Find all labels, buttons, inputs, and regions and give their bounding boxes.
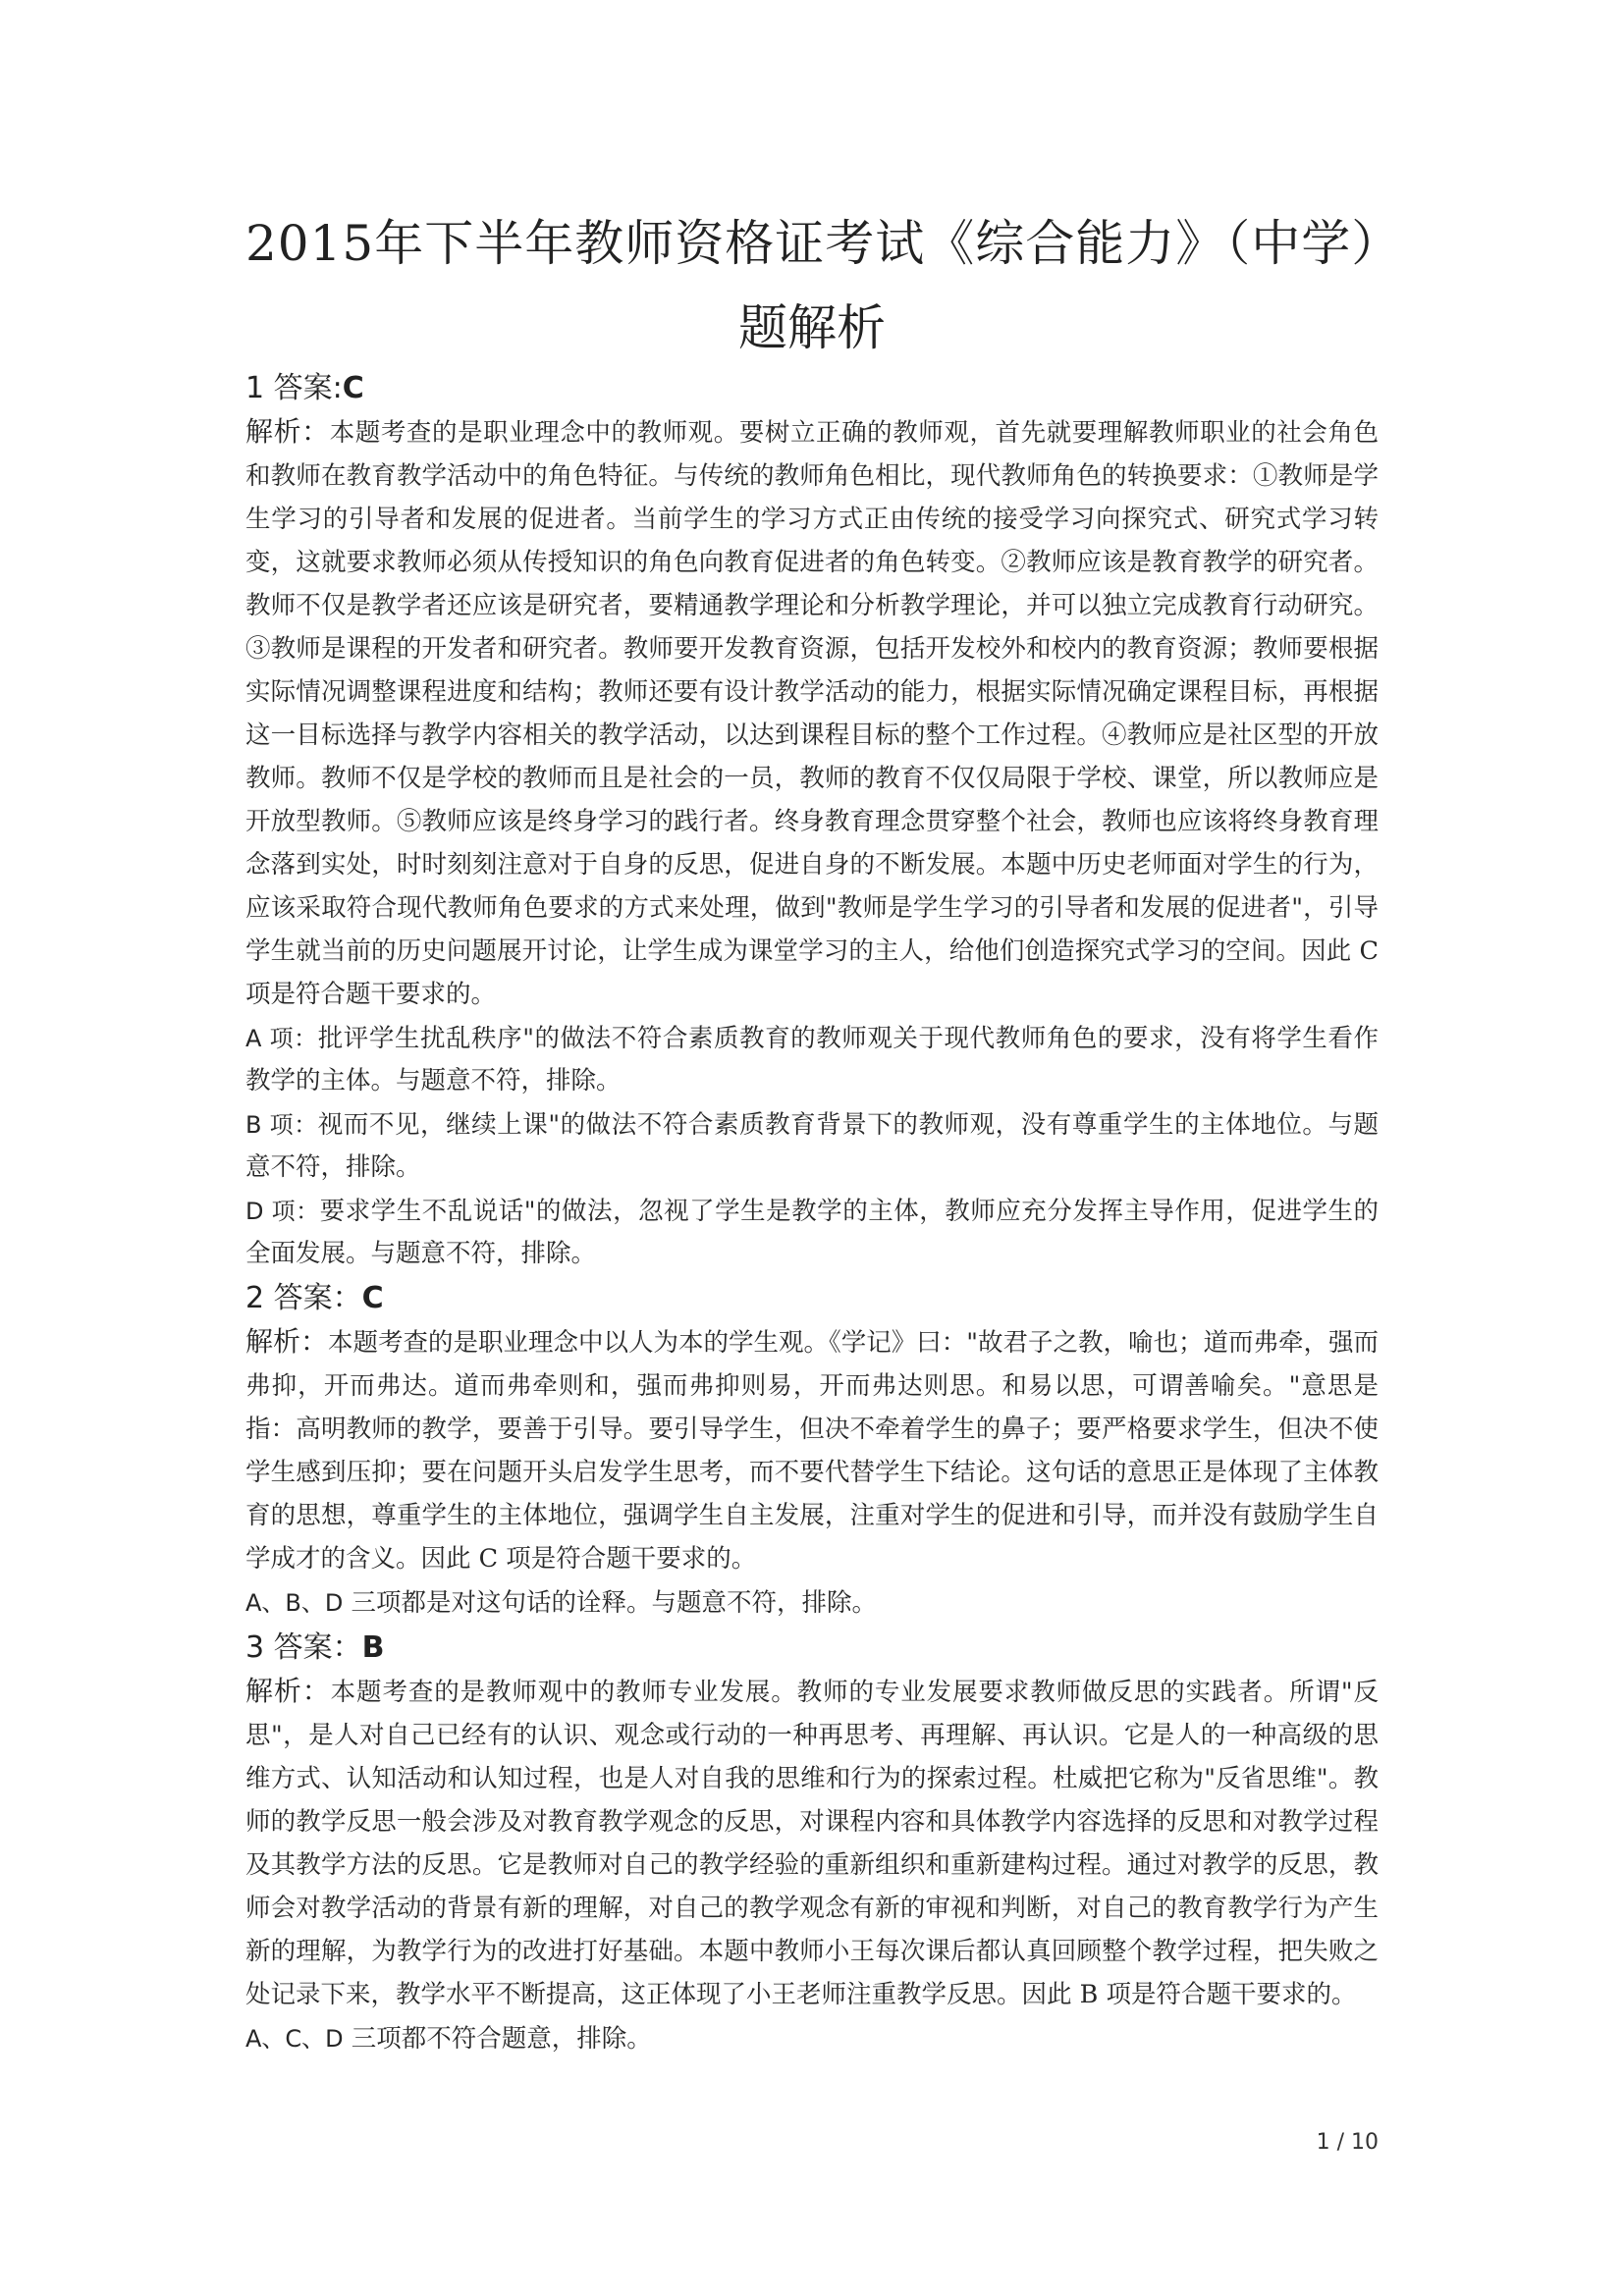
analysis-text: 本题考查的是职业理念中的教师观。要树立正确的教师观，首先就要理解教师职业的社会角色和教师在教育教学活动中的角色特征。与传统的教师角色相比，现代教师角色的转换要求：①教师是学生学习的引导者和发展的促进者。当前学生的学习方式正由传统的接受学习向探究式、研究式学习转变，这就要求教师必须从传授知识的角色向教育促进者的角色转变。②教师应该是教育教学的研究者。教师不仅是教学者还应该是研究者，要精通教学理论和分析教学理论，并可以独立完成教育行动研究。③教师是课程的开发者和研究者。教师要开发教育资源，包括开发校外和校内的教育资源；教师要根据实际情况调整课程进度和结构；教师还要有设计教学活动的能力，根据实际情况确定课程目标，再根据这一目标选择与教学内容相关的教学活动，以达到课程目标的整个工作过程。④教师应是社区型的开放教师。教师不仅是学校的教师而且是社会的一员，教师的教育不仅仅局限于学校、课堂，所以教师应是开放型教师。⑤教师应该是终身学习的践行者。终身教育理念贯穿整个社会，教师也应该将终身教育理念落到实处，时时刻刻注意对于自身的反思，促进自身的不断发展。本题中历史老师面对学生的行为，应该采取符合现代教师角色要求的方式来处理，做到"教师是学生学习的引导者和发展的促进者"，引导学生就当前的历史问题展开讨论，让学生成为课堂学习的主人，给他们创造探究式学习的空间。因此 C 项是符合题干要求的。 <box>245 418 1379 1009</box>
answer-section-3 <box>245 1627 1379 2060</box>
option-note <box>245 2018 1379 2060</box>
option-label: A、C、D <box>245 2025 344 2053</box>
option-label: B 项： <box>245 1111 318 1139</box>
analysis-lead: 解析： <box>245 1675 331 1707</box>
option-label: A、B、D <box>245 1589 344 1617</box>
answer-heading <box>245 1277 1379 1320</box>
option-note <box>245 1104 1379 1189</box>
option-label: D 项： <box>245 1198 320 1225</box>
analysis-paragraph <box>245 410 1379 1016</box>
answer-letter: C <box>361 1281 384 1315</box>
answer-heading <box>245 367 1379 410</box>
document-title: 2015年下半年教师资格证考试《综合能力》（中学） <box>245 215 1402 272</box>
analysis-text: 本题考查的是职业理念中以人为本的学生观。《学记》曰："故君子之教，喻也；道而弗牵，强而弗抑，开而弗达。道而弗牵则和，强而弗抑则易，开而弗达则思。和易以思，可谓善喻矣。"意思是指：高明教师的教学，要善于引导。要引导学生，但决不牵着学生的鼻子；要严格要求学生，但决不使学生感到压抑；要在问题开头启发学生思考，而不要代替学生下结论。这句话的意思正是体现了主体教育的思想，尊重学生的主体地位，强调学生自主发展，注重对学生的促进和引导，而并没有鼓励学生自学成才的含义。因此 C 项是符合题干要求的。 <box>245 1328 1379 1574</box>
answer-heading-label: 2 答案： <box>245 1281 362 1315</box>
answer-heading-label: 3 答案： <box>245 1630 362 1665</box>
answer-section-2 <box>245 1277 1379 1625</box>
answer-letter: B <box>361 1630 385 1665</box>
analysis-paragraph <box>245 1320 1379 1580</box>
analysis-text: 本题考查的是教师观中的教师专业发展。教师的专业发展要求教师做反思的实践者。所谓"反思"，是人对自己已经有的认识、观念或行动的一种再思考、再理解、再认识。它是人的一种高级的思维方式、认知活动和认知过程，也是人对自我的思维和行为的探索过程。杜威把它称为"反省思维"。教师的教学反思一般会涉及对教育教学观念的反思，对课程内容和具体教学内容选择的反思和对教学过程及其教学方法的反思。它是教师对自己的教学经验的重新组织和重新建构过程。通过对教学的反思，教师会对教学活动的背景有新的理解，对自己的教学观念有新的审视和判断，对自己的教育教学行为产生新的理解，为教学行为的改进打好基础。本题中教师小王每次课后都认真回顾整个教学过程，把失败之处记录下来，教学水平不断提高，这正体现了小王老师注重教学反思。因此 B 项是符合题干要求的。 <box>245 1678 1379 2009</box>
option-text: 三项都是对这句话的诠释。与题意不符，排除。 <box>351 1588 877 1618</box>
option-note <box>245 1018 1379 1102</box>
option-text: 三项都不符合题意，排除。 <box>351 2024 652 2054</box>
analysis-lead: 解析： <box>245 415 330 448</box>
answer-section-1 <box>245 367 1379 1275</box>
document-title-continued: 题解析 <box>738 299 886 356</box>
analysis-paragraph <box>245 1670 1379 2016</box>
option-note <box>245 1191 1379 1275</box>
answer-letter: C <box>342 371 364 405</box>
answer-heading-label: 1 答案: <box>245 371 343 405</box>
option-label: A 项： <box>245 1025 318 1052</box>
option-text: 视而不见，继续上课"的做法不符合素质教育背景下的教师观，没有尊重学生的主体地位。与题意不符，排除。 <box>245 1110 1380 1182</box>
option-text: 要求学生不乱说话"的做法，忽视了学生是教学的主体，教师应充分发挥主导作用，促进学生的全面发展。与题意不符，排除。 <box>245 1197 1379 1268</box>
option-note <box>245 1582 1379 1625</box>
option-text: 批评学生扰乱秩序"的做法不符合素质教育的教师观关于现代教师角色的要求，没有将学生看作教学的主体。与题意不符，排除。 <box>245 1024 1379 1095</box>
analysis-lead: 解析： <box>245 1325 329 1358</box>
answer-heading <box>245 1627 1379 1670</box>
page-number: 1 / 10 <box>1316 2130 1379 2155</box>
document-body <box>245 367 1379 2062</box>
